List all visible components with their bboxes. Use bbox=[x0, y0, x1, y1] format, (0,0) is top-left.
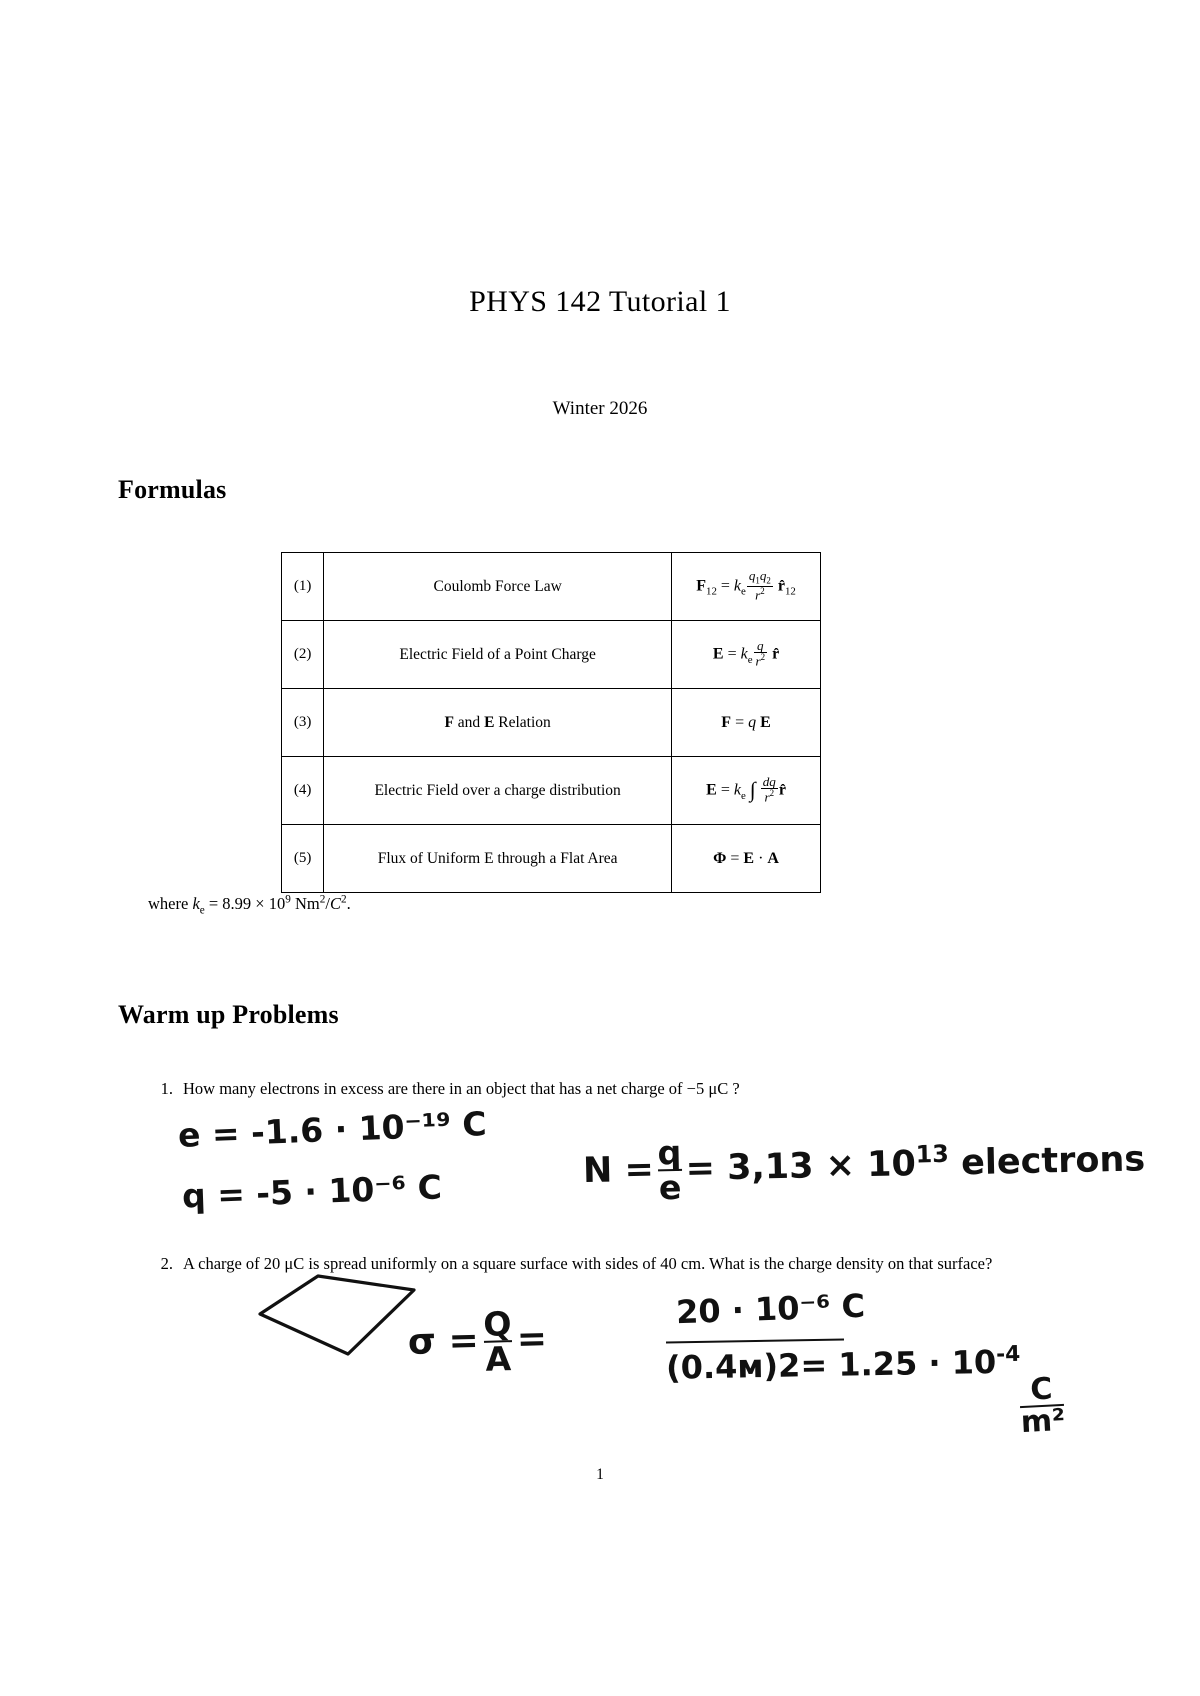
handwriting-n-prefix: N = bbox=[582, 1149, 655, 1192]
formula-number: (3) bbox=[282, 689, 324, 757]
handwriting-result-value: = 1.25 · 10 bbox=[800, 1342, 997, 1385]
handwriting-sigma-numerator: Q bbox=[482, 1304, 512, 1344]
formula-name: Flux of Uniform E through a Flat Area bbox=[324, 825, 672, 893]
formula-number: (5) bbox=[282, 825, 324, 893]
handwriting-n-numerator: q bbox=[657, 1132, 682, 1173]
problem-text: A charge of 20 μC is spread uniformly on a square surface with sides of 40 cm. What is the charge density on that surface? bbox=[183, 1254, 993, 1273]
formula-number: (4) bbox=[282, 757, 324, 825]
handwriting-expression-denominator bbox=[666, 1342, 1021, 1387]
handwriting-charge-density bbox=[407, 1306, 548, 1378]
handwriting-n-exponent: 13 bbox=[915, 1139, 950, 1169]
handwriting-n-unit: electrons bbox=[960, 1139, 1146, 1184]
handwriting-sigma-denominator: A bbox=[484, 1339, 512, 1379]
handwriting-n-denominator: e bbox=[658, 1168, 682, 1208]
handwriting-expression-numerator: 20 · 10⁻⁶ C bbox=[675, 1286, 866, 1332]
table-row bbox=[282, 621, 821, 689]
handwriting-electron-count bbox=[582, 1126, 1146, 1206]
handwriting-electron-charge: e = -1.6 · 10⁻¹⁹ C bbox=[177, 1104, 488, 1155]
handwriting-fraction-bar bbox=[666, 1338, 844, 1343]
formula-name: Electric Field of a Point Charge bbox=[324, 621, 672, 689]
handwriting-sigma-equals: = bbox=[516, 1318, 548, 1361]
table-row bbox=[282, 757, 821, 825]
formula-name: Electric Field over a charge distribution bbox=[324, 757, 672, 825]
page-number: 1 bbox=[596, 1466, 604, 1483]
formula-expression: F = q E bbox=[672, 689, 821, 757]
formula-expression: Φ = E · A bbox=[672, 825, 821, 893]
handwriting-denominator-text: (0.4ᴍ)2 bbox=[665, 1346, 801, 1387]
handwriting-result-units bbox=[1018, 1371, 1067, 1441]
table-row bbox=[282, 689, 821, 757]
problem-number: 1. bbox=[160, 1079, 173, 1098]
formula-expression: $F_{12} = k_e$ $\frac{q_1q_2}{r^2}$ $r̂_{12}$ bbox=[672, 553, 821, 621]
formula-expression: $E = k_e$ $\frac{q}{r^2}$ r̂ bbox=[672, 621, 821, 689]
handwriting-sigma-label: σ = bbox=[407, 1320, 480, 1363]
handwriting-square-sketch bbox=[252, 1268, 422, 1364]
table-row bbox=[282, 825, 821, 893]
problem-item bbox=[145, 1078, 1050, 1100]
section-heading-warmup: Warm up Problems bbox=[118, 1000, 339, 1029]
handwriting-unit-denominator: m² bbox=[1019, 1402, 1067, 1441]
page-subtitle: Winter 2026 bbox=[552, 398, 648, 419]
formula-name: Coulomb Force Law bbox=[324, 553, 672, 621]
handwriting-result-exponent: -4 bbox=[995, 1341, 1021, 1368]
handwriting-n-value: = 3,13 × 10 bbox=[685, 1144, 917, 1189]
formula-name: F and E Relation bbox=[324, 689, 672, 757]
handwriting-unit-numerator: C bbox=[1029, 1371, 1054, 1408]
formula-expression: $E = k_e$ ∫ $\frac{dq}{r^2}$ r̂ bbox=[672, 757, 821, 825]
constant-note bbox=[148, 893, 351, 916]
formula-number: (1) bbox=[282, 553, 324, 621]
page-title: PHYS 142 Tutorial 1 bbox=[469, 285, 731, 318]
problem-number: 2. bbox=[160, 1254, 173, 1273]
table-row bbox=[282, 553, 821, 621]
formula-table bbox=[281, 552, 821, 893]
problem-text: How many electrons in excess are there in an object that has a net charge of −5 μC ? bbox=[183, 1079, 740, 1098]
handwriting-total-charge: q = -5 · 10⁻⁶ C bbox=[181, 1167, 443, 1216]
constant-note-text: where $k_e = 8.99 \times 10^9$ $Nm^2/C^2$. bbox=[148, 893, 351, 916]
formula-number: (2) bbox=[282, 621, 324, 689]
section-heading-formulas: Formulas bbox=[118, 475, 227, 504]
